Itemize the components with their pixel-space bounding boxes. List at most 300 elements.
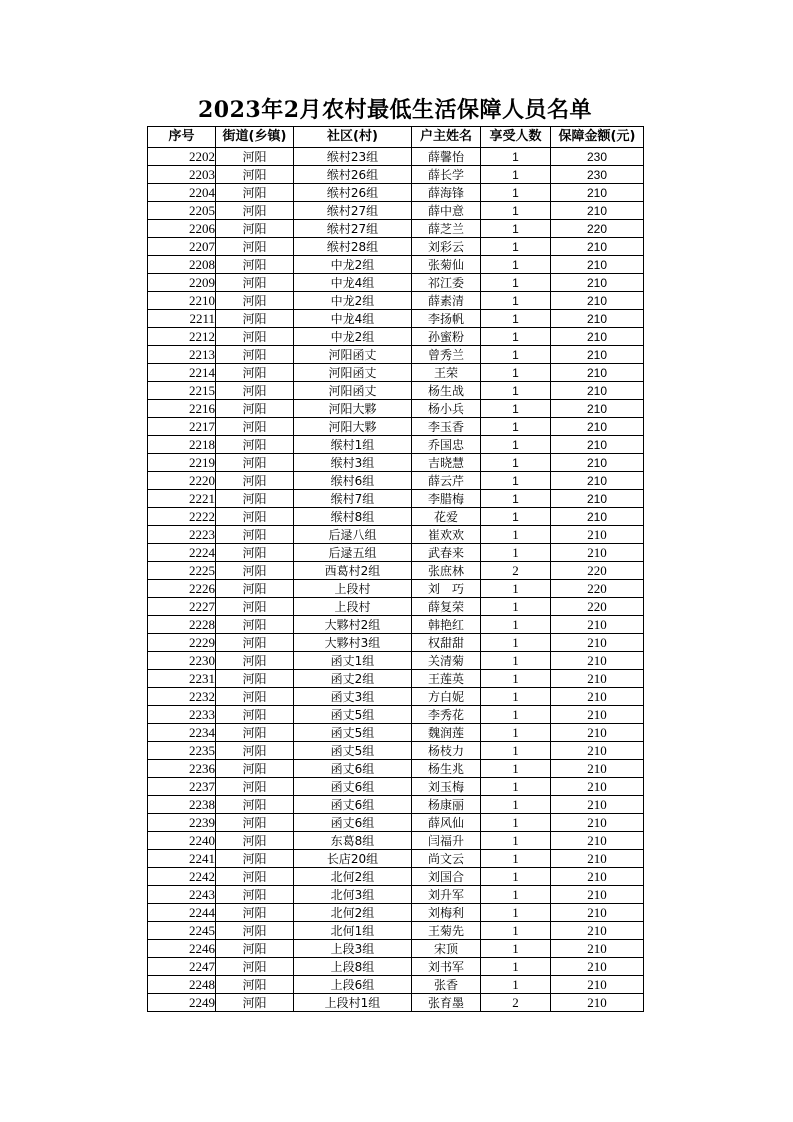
row-amount: 210: [551, 616, 644, 634]
row-community: 北何1组: [294, 922, 412, 940]
row-community: 缑村3组: [294, 454, 412, 472]
row-community: 函丈3组: [294, 688, 412, 706]
row-index: 2246: [148, 940, 216, 958]
table-row: [148, 310, 644, 328]
row-persons: 1: [481, 148, 551, 166]
row-street: 河阳: [216, 274, 294, 292]
table-row: [148, 850, 644, 868]
header-index: 序号: [148, 127, 216, 148]
row-persons: 1: [481, 346, 551, 364]
row-index: 2223: [148, 526, 216, 544]
row-persons: 1: [481, 274, 551, 292]
row-persons: 1: [481, 832, 551, 850]
row-householder: 吉晓慧: [412, 454, 481, 472]
row-community: 大夥村3组: [294, 634, 412, 652]
row-persons: 1: [481, 868, 551, 886]
row-street: 河阳: [216, 544, 294, 562]
row-street: 河阳: [216, 184, 294, 202]
table-row: [148, 724, 644, 742]
row-persons: 1: [481, 850, 551, 868]
row-householder: 李腊梅: [412, 490, 481, 508]
row-community: 中龙2组: [294, 292, 412, 310]
header-street: 街道(乡镇): [216, 127, 294, 148]
row-street: 河阳: [216, 976, 294, 994]
row-amount: 210: [551, 634, 644, 652]
row-amount: 210: [551, 760, 644, 778]
row-street: 河阳: [216, 148, 294, 166]
row-amount: 210: [551, 238, 644, 256]
row-amount: 210: [551, 454, 644, 472]
row-persons: 1: [481, 400, 551, 418]
row-street: 河阳: [216, 346, 294, 364]
row-householder: 薛海锋: [412, 184, 481, 202]
table-row: [148, 328, 644, 346]
row-persons: 1: [481, 436, 551, 454]
row-householder: 刘玉梅: [412, 778, 481, 796]
row-index: 2226: [148, 580, 216, 598]
row-index: 2205: [148, 202, 216, 220]
table-row: [148, 418, 644, 436]
row-householder: 张育墨: [412, 994, 481, 1012]
row-householder: 刘 巧: [412, 580, 481, 598]
row-householder: 方白妮: [412, 688, 481, 706]
row-amount: 220: [551, 580, 644, 598]
row-persons: 1: [481, 382, 551, 400]
row-index: 2224: [148, 544, 216, 562]
row-index: 2231: [148, 670, 216, 688]
row-index: 2235: [148, 742, 216, 760]
table-row: [148, 400, 644, 418]
row-index: 2212: [148, 328, 216, 346]
header-community: 社区(村): [294, 127, 412, 148]
table-row: [148, 796, 644, 814]
row-community: 上段8组: [294, 958, 412, 976]
table-row: [148, 202, 644, 220]
row-persons: 1: [481, 256, 551, 274]
header-persons: 享受人数: [481, 127, 551, 148]
row-amount: 210: [551, 922, 644, 940]
table-row: [148, 760, 644, 778]
row-amount: 210: [551, 850, 644, 868]
row-amount: 210: [551, 418, 644, 436]
table-row: [148, 382, 644, 400]
row-householder: 薛风仙: [412, 814, 481, 832]
row-index: 2242: [148, 868, 216, 886]
row-index: 2207: [148, 238, 216, 256]
row-community: 函丈6组: [294, 814, 412, 832]
row-street: 河阳: [216, 688, 294, 706]
row-amount: 210: [551, 184, 644, 202]
row-persons: 1: [481, 922, 551, 940]
row-community: 中龙4组: [294, 274, 412, 292]
row-street: 河阳: [216, 454, 294, 472]
row-persons: 1: [481, 814, 551, 832]
row-persons: 1: [481, 184, 551, 202]
row-street: 河阳: [216, 598, 294, 616]
row-householder: 薛馨怡: [412, 148, 481, 166]
table-row: [148, 616, 644, 634]
table-row: [148, 688, 644, 706]
row-householder: 王莲英: [412, 670, 481, 688]
table-row: [148, 634, 644, 652]
row-amount: 210: [551, 706, 644, 724]
table-row: [148, 292, 644, 310]
row-persons: 1: [481, 724, 551, 742]
row-index: 2220: [148, 472, 216, 490]
row-persons: 1: [481, 508, 551, 526]
row-street: 河阳: [216, 562, 294, 580]
table-row: [148, 580, 644, 598]
row-amount: 210: [551, 544, 644, 562]
row-persons: 1: [481, 526, 551, 544]
row-amount: 220: [551, 562, 644, 580]
row-community: 上段村: [294, 580, 412, 598]
row-amount: 210: [551, 976, 644, 994]
row-householder: 魏润莲: [412, 724, 481, 742]
row-householder: 刘彩云: [412, 238, 481, 256]
row-community: 河阳函丈: [294, 364, 412, 382]
row-householder: 王荣: [412, 364, 481, 382]
row-index: 2206: [148, 220, 216, 238]
table-row: [148, 706, 644, 724]
row-persons: 1: [481, 202, 551, 220]
row-amount: 210: [551, 688, 644, 706]
table-row: [148, 490, 644, 508]
row-index: 2244: [148, 904, 216, 922]
row-community: 北何2组: [294, 904, 412, 922]
row-community: 缑村26组: [294, 184, 412, 202]
row-persons: 1: [481, 328, 551, 346]
table-row: [148, 886, 644, 904]
row-persons: 1: [481, 472, 551, 490]
row-householder: 关清菊: [412, 652, 481, 670]
table-row: [148, 562, 644, 580]
row-street: 河阳: [216, 292, 294, 310]
row-street: 河阳: [216, 202, 294, 220]
row-street: 河阳: [216, 616, 294, 634]
row-amount: 210: [551, 778, 644, 796]
row-householder: 权甜甜: [412, 634, 481, 652]
row-householder: 李秀花: [412, 706, 481, 724]
row-index: 2227: [148, 598, 216, 616]
row-street: 河阳: [216, 400, 294, 418]
row-amount: 220: [551, 220, 644, 238]
row-amount: 210: [551, 832, 644, 850]
row-amount: 210: [551, 292, 644, 310]
row-index: 2249: [148, 994, 216, 1012]
row-street: 河阳: [216, 886, 294, 904]
table-row: [148, 670, 644, 688]
row-householder: 曾秀兰: [412, 346, 481, 364]
row-persons: 1: [481, 364, 551, 382]
row-community: 缑村23组: [294, 148, 412, 166]
table-row: [148, 832, 644, 850]
row-index: 2234: [148, 724, 216, 742]
row-householder: 张菊仙: [412, 256, 481, 274]
row-community: 后逯八组: [294, 526, 412, 544]
row-street: 河阳: [216, 634, 294, 652]
row-persons: 1: [481, 220, 551, 238]
row-index: 2217: [148, 418, 216, 436]
row-index: 2240: [148, 832, 216, 850]
table-row: [148, 778, 644, 796]
row-persons: 1: [481, 418, 551, 436]
row-householder: 宋顶: [412, 940, 481, 958]
row-street: 河阳: [216, 652, 294, 670]
row-amount: 210: [551, 814, 644, 832]
row-householder: 闫福升: [412, 832, 481, 850]
row-community: 缑村8组: [294, 508, 412, 526]
row-street: 河阳: [216, 868, 294, 886]
row-index: 2241: [148, 850, 216, 868]
row-persons: 1: [481, 454, 551, 472]
table-row: [148, 976, 644, 994]
row-street: 河阳: [216, 238, 294, 256]
row-street: 河阳: [216, 778, 294, 796]
row-householder: 韩艳红: [412, 616, 481, 634]
row-index: 2203: [148, 166, 216, 184]
table-row: [148, 454, 644, 472]
row-index: 2232: [148, 688, 216, 706]
row-householder: 刘梅利: [412, 904, 481, 922]
row-householder: 杨小兵: [412, 400, 481, 418]
row-community: 函丈1组: [294, 652, 412, 670]
row-index: 2228: [148, 616, 216, 634]
table-row: [148, 814, 644, 832]
row-amount: 210: [551, 652, 644, 670]
row-street: 河阳: [216, 436, 294, 454]
row-amount: 210: [551, 328, 644, 346]
row-street: 河阳: [216, 904, 294, 922]
row-index: 2219: [148, 454, 216, 472]
table-row: [148, 958, 644, 976]
row-householder: 乔国忠: [412, 436, 481, 454]
row-street: 河阳: [216, 508, 294, 526]
row-householder: 祁江委: [412, 274, 481, 292]
row-index: 2221: [148, 490, 216, 508]
row-persons: 2: [481, 994, 551, 1012]
table-row: [148, 652, 644, 670]
row-index: 2214: [148, 364, 216, 382]
row-index: 2213: [148, 346, 216, 364]
row-street: 河阳: [216, 580, 294, 598]
row-community: 上段村: [294, 598, 412, 616]
table-row: [148, 274, 644, 292]
row-community: 河阳大夥: [294, 400, 412, 418]
row-householder: 杨生兆: [412, 760, 481, 778]
row-amount: 220: [551, 598, 644, 616]
row-index: 2239: [148, 814, 216, 832]
table-row: [148, 472, 644, 490]
table-row: [148, 922, 644, 940]
row-community: 函丈6组: [294, 778, 412, 796]
row-amount: 210: [551, 310, 644, 328]
row-community: 函丈6组: [294, 796, 412, 814]
row-community: 东葛8组: [294, 832, 412, 850]
row-persons: 1: [481, 310, 551, 328]
row-persons: 1: [481, 904, 551, 922]
table-row: [148, 346, 644, 364]
row-index: 2236: [148, 760, 216, 778]
row-householder: 薛长学: [412, 166, 481, 184]
row-index: 2204: [148, 184, 216, 202]
row-community: 后逯五组: [294, 544, 412, 562]
row-persons: 1: [481, 976, 551, 994]
row-street: 河阳: [216, 256, 294, 274]
row-index: 2229: [148, 634, 216, 652]
row-householder: 刘书军: [412, 958, 481, 976]
row-community: 缑村28组: [294, 238, 412, 256]
row-street: 河阳: [216, 814, 294, 832]
roster-table: [147, 126, 644, 1012]
row-persons: 1: [481, 292, 551, 310]
row-index: 2245: [148, 922, 216, 940]
row-amount: 210: [551, 940, 644, 958]
row-index: 2247: [148, 958, 216, 976]
row-index: 2218: [148, 436, 216, 454]
row-street: 河阳: [216, 490, 294, 508]
row-index: 2233: [148, 706, 216, 724]
row-amount: 210: [551, 256, 644, 274]
row-street: 河阳: [216, 526, 294, 544]
row-street: 河阳: [216, 724, 294, 742]
row-community: 缑村6组: [294, 472, 412, 490]
row-householder: 杨康丽: [412, 796, 481, 814]
row-community: 缑村26组: [294, 166, 412, 184]
row-amount: 210: [551, 202, 644, 220]
row-amount: 210: [551, 670, 644, 688]
row-persons: 1: [481, 778, 551, 796]
row-persons: 1: [481, 670, 551, 688]
row-street: 河阳: [216, 328, 294, 346]
row-householder: 薛云芹: [412, 472, 481, 490]
row-persons: 1: [481, 742, 551, 760]
row-persons: 1: [481, 652, 551, 670]
row-householder: 李扬帆: [412, 310, 481, 328]
row-index: 2225: [148, 562, 216, 580]
row-community: 函丈6组: [294, 760, 412, 778]
row-community: 西葛村2组: [294, 562, 412, 580]
row-community: 缑村1组: [294, 436, 412, 454]
table-row: [148, 526, 644, 544]
row-amount: 210: [551, 436, 644, 454]
row-street: 河阳: [216, 418, 294, 436]
row-amount: 210: [551, 796, 644, 814]
table-row: [148, 994, 644, 1012]
row-street: 河阳: [216, 940, 294, 958]
row-community: 中龙2组: [294, 256, 412, 274]
row-persons: 1: [481, 238, 551, 256]
row-persons: 2: [481, 562, 551, 580]
row-amount: 210: [551, 490, 644, 508]
row-community: 上段6组: [294, 976, 412, 994]
row-street: 河阳: [216, 796, 294, 814]
row-community: 上段3组: [294, 940, 412, 958]
row-householder: 孙蜜粉: [412, 328, 481, 346]
header-row: [148, 127, 644, 148]
row-persons: 1: [481, 544, 551, 562]
row-community: 上段村1组: [294, 994, 412, 1012]
row-community: 缑村27组: [294, 202, 412, 220]
row-amount: 210: [551, 508, 644, 526]
table-row: [148, 868, 644, 886]
table-row: [148, 544, 644, 562]
row-community: 河阳大夥: [294, 418, 412, 436]
table-row: [148, 904, 644, 922]
row-amount: 210: [551, 994, 644, 1012]
row-amount: 210: [551, 274, 644, 292]
row-householder: 薛中意: [412, 202, 481, 220]
row-householder: 尚文云: [412, 850, 481, 868]
row-householder: 张庶林: [412, 562, 481, 580]
row-community: 大夥村2组: [294, 616, 412, 634]
row-persons: 1: [481, 796, 551, 814]
row-index: 2202: [148, 148, 216, 166]
row-index: 2208: [148, 256, 216, 274]
row-amount: 210: [551, 868, 644, 886]
row-amount: 210: [551, 382, 644, 400]
row-street: 河阳: [216, 310, 294, 328]
row-street: 河阳: [216, 382, 294, 400]
row-householder: 王菊先: [412, 922, 481, 940]
table-row: [148, 256, 644, 274]
row-persons: 1: [481, 166, 551, 184]
row-householder: 张香: [412, 976, 481, 994]
row-householder: 刘升军: [412, 886, 481, 904]
row-householder: 崔欢欢: [412, 526, 481, 544]
row-community: 中龙2组: [294, 328, 412, 346]
row-street: 河阳: [216, 220, 294, 238]
row-amount: 230: [551, 148, 644, 166]
row-street: 河阳: [216, 742, 294, 760]
row-amount: 210: [551, 724, 644, 742]
row-householder: 薛芝兰: [412, 220, 481, 238]
row-street: 河阳: [216, 958, 294, 976]
row-index: 2222: [148, 508, 216, 526]
table-row: [148, 148, 644, 166]
row-householder: 李玉香: [412, 418, 481, 436]
row-community: 缑村7组: [294, 490, 412, 508]
row-amount: 210: [551, 958, 644, 976]
row-index: 2230: [148, 652, 216, 670]
row-amount: 210: [551, 526, 644, 544]
row-index: 2243: [148, 886, 216, 904]
table-row: [148, 742, 644, 760]
row-community: 函丈2组: [294, 670, 412, 688]
row-amount: 230: [551, 166, 644, 184]
table-row: [148, 220, 644, 238]
row-persons: 1: [481, 706, 551, 724]
row-community: 中龙4组: [294, 310, 412, 328]
row-street: 河阳: [216, 994, 294, 1012]
row-street: 河阳: [216, 472, 294, 490]
row-persons: 1: [481, 940, 551, 958]
row-community: 函丈5组: [294, 724, 412, 742]
row-householder: 花爱: [412, 508, 481, 526]
row-street: 河阳: [216, 760, 294, 778]
row-householder: 杨生战: [412, 382, 481, 400]
row-index: 2248: [148, 976, 216, 994]
table-row: [148, 436, 644, 454]
row-persons: 1: [481, 598, 551, 616]
row-amount: 210: [551, 742, 644, 760]
table-row: [148, 940, 644, 958]
table-row: [148, 364, 644, 382]
table-row: [148, 184, 644, 202]
row-index: 2237: [148, 778, 216, 796]
row-index: 2215: [148, 382, 216, 400]
row-street: 河阳: [216, 166, 294, 184]
